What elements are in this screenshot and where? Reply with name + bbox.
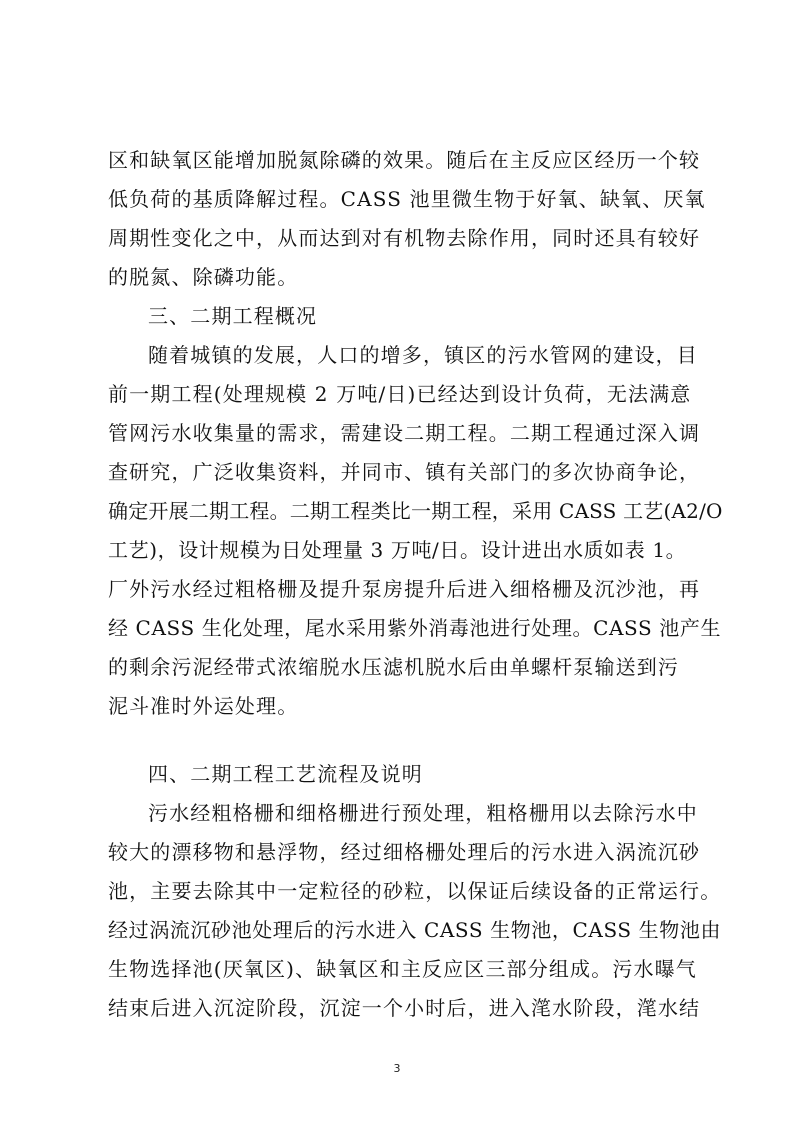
text-line: 确定开展二期工程。二期工程类比一期工程，采用 CASS 工艺(A2/O xyxy=(108,499,723,523)
text-line: 经 CASS 生化处理，尾水采用紫外消毒池进行处理。CASS 池产生 xyxy=(108,616,722,640)
text-line: 结束后进入沉淀阶段，沉淀一个小时后，进入滗水阶段，滗水结 xyxy=(108,996,701,1020)
text-line: 区和缺氧区能增加脱氮除磷的效果。随后在主反应区经历一个较 xyxy=(108,148,701,172)
text-line: 厂外污水经过粗格栅及提升泵房提升后进入细格栅及沉沙池，再 xyxy=(108,577,701,601)
text-line: 池，主要去除其中一定粒径的砂粒，以保证后续设备的正常运行。 xyxy=(108,879,722,903)
text-line: 较大的漂移物和悬浮物，经过细格栅处理后的污水进入涡流沉砂 xyxy=(108,840,701,864)
text-line: 前一期工程(处理规模 2 万吨/日)已经达到设计负荷，无法满意 xyxy=(108,382,692,406)
text-line: 管网污水收集量的需求，需建设二期工程。二期工程通过深入调 xyxy=(108,421,701,445)
text-line: 查研究，广泛收集资料，并同市、镇有关部门的多次协商争论， xyxy=(108,460,701,484)
text-line: 工艺)，设计规模为日处理量 3 万吨/日。设计进出水质如表 1。 xyxy=(108,538,687,562)
text-line: 泥斗准时外运处理。 xyxy=(108,694,299,718)
text-line: 的脱氮、除磷功能。 xyxy=(108,265,299,289)
text-line: 经过涡流沉砂池处理后的污水进入 CASS 生物池，CASS 生物池由 xyxy=(108,918,722,942)
text-line: 随着城镇的发展，人口的增多，镇区的污水管网的建设，目 xyxy=(148,343,698,367)
text-line: 低负荷的基质降解过程。CASS 池里微生物于好氧、缺氧、厌氧 xyxy=(108,187,706,211)
page-number: 3 xyxy=(393,1062,401,1075)
text-line: 周期性变化之中，从而达到对有机物去除作用，同时还具有较好 xyxy=(108,226,701,250)
section-heading: 三、二期工程概况 xyxy=(148,304,318,328)
text-line: 的剩余污泥经带式浓缩脱水压滤机脱水后由单螺杆泵输送到污 xyxy=(108,655,680,679)
text-line: 生物选择池(厌氧区)、缺氧区和主反应区三部分组成。污水曝气 xyxy=(108,957,697,981)
section-heading: 四、二期工程工艺流程及说明 xyxy=(148,762,423,786)
text-line: 污水经粗格栅和细格栅进行预处理，粗格栅用以去除污水中 xyxy=(148,801,698,825)
